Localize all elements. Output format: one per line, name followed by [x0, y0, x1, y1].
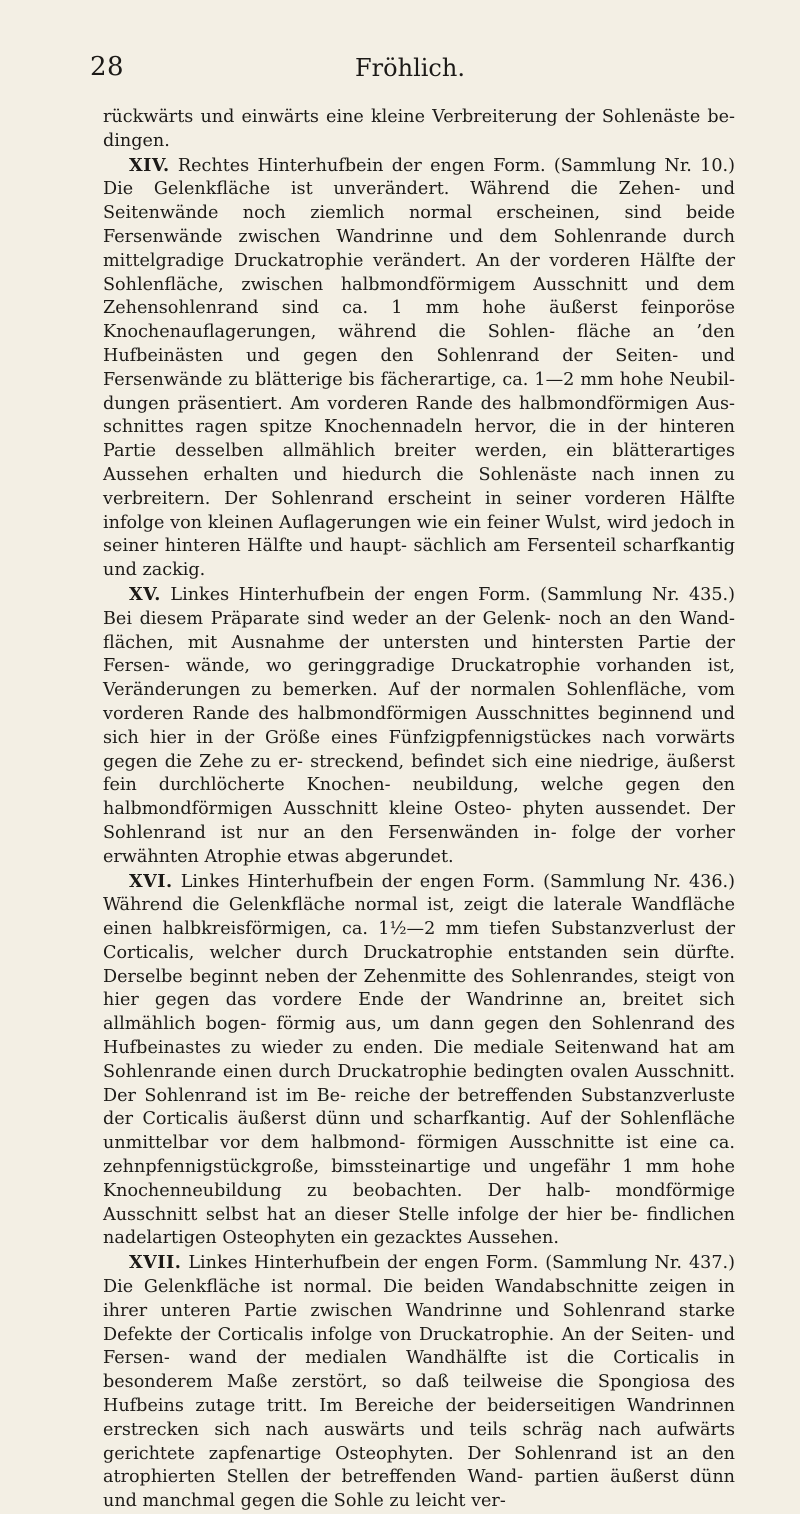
- entry-text: Rechtes Hinterhufbein der engen Form. (Sammlung Nr. 10.) Die Gelenkfläche ist unverändert. Während die Zehen- und Seitenwände noch ziemlich normal erscheinen, sind beide Fersenwände zwischen Wandrinne und dem Sohlenrande durch mittelgradige Druckatrophie verändert. An der vorderen Hälfte der Sohlenfläche, zwischen halbmondförmigem Ausschnitt und dem Zehensohlenrand sind ca. 1 mm hohe äußerst feinporöse Knochenauflagerungen, während die Sohlen- fläche an ’den Hufbeinästen und gegen den Sohlenrand der Seiten- und Fersenwände zu blätterige bis fächerartige, ca. 1—2 mm hohe Neubil- dungen präsentiert. Am vorderen Rande des halbmondförmigen Aus- schnittes ragen spitze Knochennadeln hervor, die in der hinteren Partie desselben allmählich breiter werden, ein blätterartiges Aussehen erhalten und hiedurch die Sohlenäste nach innen zu verbreitern. Der Sohlenrand erscheint in seiner vorderen Hälfte infolge von kleinen Auflagerungen wie ein feiner Wulst, wird jedoch in seiner hinteren Hälfte und haupt- sächlich am Fersenteil scharfkantig und zackig.: [103, 155, 735, 581]
- entry-paragraph-xvii: [103, 1251, 735, 1514]
- entry-text: Linkes Hinterhufbein der engen Form. (Sammlung Nr. 435.) Bei diesem Präparate sind weder an der Gelenk- noch an den Wand- flächen, mit Ausnahme der untersten und hintersten Partie der Fersen- wände, wo geringgradige Druckatrophie vorhanden ist, Veränderungen zu bemerken. Auf der normalen Sohlenfläche, vom vorderen Rande des halbmondförmigen Ausschnittes beginnend und sich hier in der Größe eines Fünfzigpfennigstückes nach vorwärts gegen die Zehe zu er- streckend, befindet sich eine niedrige, äußerst fein durchlöcherte Knochen- neubildung, welche gegen den halbmondförmigen Ausschnitt kleine Osteo- phyten aussendet. Der Sohlenrand ist nur an den Fersenwänden in- folge der vorher erwähnten Atrophie etwas abgerundet.: [103, 584, 735, 867]
- entry-number: XVI.: [129, 870, 173, 892]
- body-text: [103, 106, 735, 1514]
- entry-number: XIV.: [129, 154, 170, 176]
- entry-text: Linkes Hinterhufbein der engen Form. (Sammlung Nr. 437.) Die Gelenkfläche ist normal. Die beiden Wandabschnitte zeigen in ihrer unteren Partie zwischen Wandrinne und Sohlenrand starke Defekte der Corticalis infolge von Druckatrophie. An der Seiten- und Fersen- wand der medialen Wandhälfte ist die Corticalis in besonderem Maße zerstört, so daß teilweise die Spongiosa des Hufbeins zutage tritt. Im Bereiche der beiderseitigen Wandrinnen erstrecken sich nach auswärts und teils schräg nach aufwärts gerichtete zapfenartige Osteophyten. Der Sohlenrand ist an den atrophierten Stellen der betreffenden Wand- partien äußerst dünn und manchmal gegen die Sohle zu leicht ver-: [103, 1253, 736, 1512]
- page-number: 28: [90, 52, 125, 82]
- entry-paragraph-xiv: [103, 154, 735, 583]
- entry-text: Linkes Hinterhufbein der engen Form. (Sammlung Nr. 436.) Während die Gelenkfläche normal ist, zeigt die laterale Wandfläche einen halbkreisförmigen, ca. 1½—2 mm tiefen Substanzverlust der Corticalis, welcher durch Druckatrophie entstanden sein dürfte. Derselbe beginnt neben der Zehenmitte des Sohlenrandes, steigt von hier gegen das vordere Ende der Wandrinne an, breitet sich allmählich bogen- förmig aus, um dann gegen den Sohlenrand des Hufbeinastes zu wieder zu enden. Die mediale Seitenwand hat am Sohlenrande einen durch Druckatrophie bedingten ovalen Ausschnitt. Der Sohlenrand ist im Be- reiche der betreffenden Substanzverluste der Corticalis äußerst dünn und scharfkantig. Auf der Sohlenfläche unmittelbar vor dem halbmond- förmigen Ausschnitte ist eine ca. zehnpfennigstückgroße, bimssteinartige und ungefähr 1 mm hohe Knochenneubildung zu beobachten. Der halb- mondförmige Ausschnitt selbst hat an dieser Stelle infolge der hier be- findlichen nadelartigen Osteophyten ein gezacktes Aussehen.: [103, 871, 736, 1249]
- continuation-paragraph: rückwärts und einwärts eine kleine Verbreiterung der Sohlenäste be- dingen.: [103, 107, 735, 151]
- entry-number: XV.: [129, 583, 161, 605]
- running-title: Fröhlich.: [355, 54, 465, 82]
- entry-paragraph-xv: [103, 583, 735, 870]
- entry-paragraph-xvi: [103, 870, 735, 1252]
- page-header: [90, 52, 730, 92]
- entry-number: XVII.: [129, 1252, 182, 1274]
